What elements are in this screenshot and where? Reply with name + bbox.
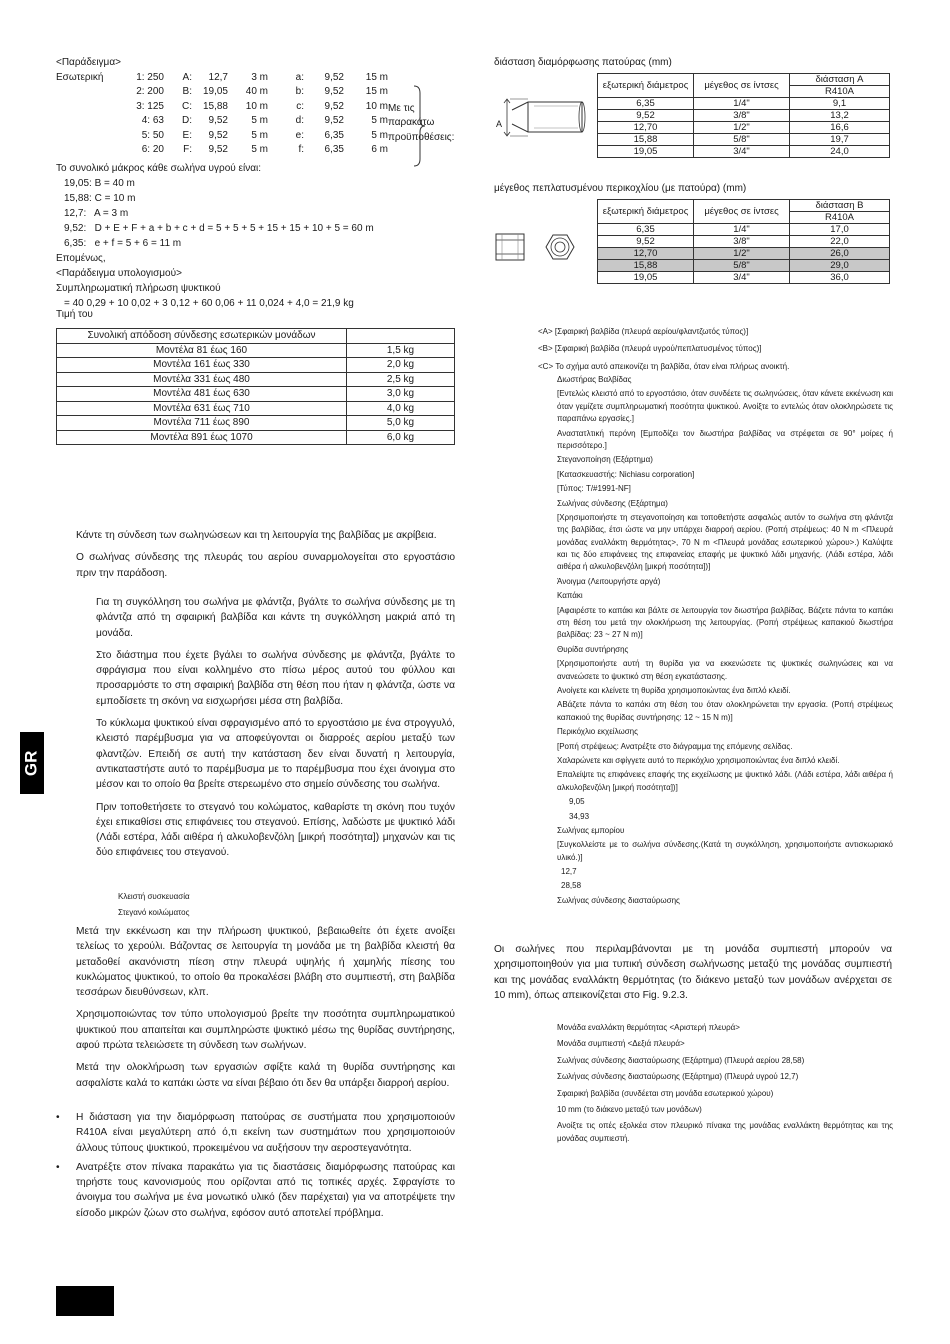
example-cell: 9,52 bbox=[324, 100, 344, 112]
charge-value-cell: 5,0 kg bbox=[347, 416, 455, 431]
table-cell: 19,05 bbox=[598, 146, 694, 158]
valve-item: 9,05 bbox=[569, 797, 585, 807]
example-cell: 9,52 bbox=[324, 86, 344, 97]
example-cell: 12,7 bbox=[208, 71, 228, 83]
conditions-note: Με τις παρακάτω προϋποθέσεις: bbox=[388, 102, 455, 143]
label-closed-pack: Κλειστή συσκευασία bbox=[118, 892, 190, 901]
table-row bbox=[57, 358, 455, 373]
flare-caption: διάσταση διαμόρφωσης πατούρας (mm) bbox=[494, 57, 672, 68]
table-cell: 12,70 bbox=[598, 248, 694, 260]
table-row bbox=[598, 248, 890, 260]
flare-table bbox=[597, 73, 890, 158]
text-p9: Μετά την ολοκλήρωση των εργασιών σφίξτε καλά τη θυρίδα συντήρησης και ασφαλίστε καλά το καπάκι ώστε να είναι βέβαιο ότι δεν θα υπάρξει διαρροή αερίου. bbox=[76, 1062, 455, 1089]
bullet-icon: • bbox=[56, 1161, 60, 1173]
language-tab bbox=[20, 732, 44, 794]
table-cell: 5/8" bbox=[694, 260, 790, 272]
bullet-item bbox=[56, 1110, 455, 1156]
left-text-1 bbox=[76, 528, 455, 588]
table-cell: 1/4" bbox=[694, 98, 790, 110]
table-cell: 36,0 bbox=[790, 272, 890, 284]
example-cell: E: bbox=[182, 129, 192, 141]
table-cell: 12,70 bbox=[598, 122, 694, 134]
table-cell: 1/2" bbox=[694, 248, 790, 260]
table-row bbox=[57, 416, 455, 431]
length-line: 19,05: B = 40 m bbox=[64, 177, 135, 189]
length-line: 12,7: A = 3 m bbox=[64, 207, 129, 219]
valve-item: Αναστατλτική περόνη [Εμποδίζει τον διωστήρα βαλβίδας να στρέφεται σε 90° μοίρες ή περισσότερο.] bbox=[557, 428, 893, 450]
crossover-note: 10 mm (το διάκενο μεταξύ των μονάδων) bbox=[557, 1104, 702, 1114]
table-cell: 29,0 bbox=[790, 260, 890, 272]
valve-note-b: <B> [Σφαιρική βαλβίδα (πλευρά υγρού/πεπλατυσμένος τύπος)] bbox=[538, 344, 762, 354]
charge-value-cell: 2,5 kg bbox=[347, 372, 455, 387]
crossover-notes bbox=[557, 1022, 893, 1149]
table-row bbox=[57, 430, 455, 445]
table-row bbox=[598, 134, 890, 146]
model-range-cell: Μοντέλα 161 έως 330 bbox=[57, 358, 347, 373]
example-rows bbox=[56, 71, 456, 159]
table-cell: 16,6 bbox=[790, 122, 890, 134]
example-row bbox=[120, 114, 388, 129]
example-cell: 15 m bbox=[365, 71, 388, 83]
table-row bbox=[598, 146, 890, 158]
table-cell: 9,52 bbox=[598, 110, 694, 122]
table-cell: 9,52 bbox=[598, 236, 694, 248]
crossover-note: Σφαιρική βαλβίδα (συνδέεται στη μονάδα εσωτερικού χώρου) bbox=[557, 1088, 774, 1098]
example-cell: 5: 50 bbox=[141, 129, 164, 141]
text-p1: Κάντε τη σύνδεση των σωληνώσεων και τη λειτουργία της βαλβίδας με ακρίβεια. bbox=[76, 530, 437, 541]
example-cell: 5 m bbox=[251, 144, 268, 155]
flare-col-dim: διάσταση A bbox=[790, 74, 890, 86]
flare-pipe-icon bbox=[494, 96, 586, 152]
table-cell: 6,35 bbox=[598, 98, 694, 110]
flare-dim-letter: A bbox=[496, 119, 503, 129]
example-row bbox=[120, 129, 388, 144]
example-cell: 2: 200 bbox=[136, 86, 164, 97]
valve-item: Καπάκι bbox=[557, 591, 583, 601]
valve-note-c: <C> Το σχήμα αυτό απεικονίζει τη βαλβίδα, όταν είναι πλήρως ανοικτή. bbox=[538, 361, 790, 371]
crossover-paragraph: Οι σωλήνες που περιλαμβάνονται με τη μονάδα συμπιεστή μπορούν να χρησιμοποιηθούν για μια τυπική σύνδεση σωλήνωσης μεταξύ της μονάδας συμπιεστή και της μονάδας εναλλάκτη θερμότητας (το διάκενο μεταξύ των μονάδων ανέρχεται σε 10 mm), όπως απεικονίζεται στο Fig. 9.2.3. bbox=[494, 944, 892, 1001]
text-p7: Μετά την εκκένωση και την πλήρωση ψυκτικού, βεβαιωθείτε ότι έχετε ανοίξει τελείως το χερούλι. Βάζοντας σε λειτουργία τη μονάδα με τη βαλβίδα κλειστή θα μεταδοθεί ακανόνιστη πίεση στην πλευρά υψηλής ή χαμηλής πίεσης του κυκλώματος ψυκτικού, το οποίο θα προκαλέσει βλάβη στο συμπιεστή, στη βαλβίδα τεσσάρων διευθύνσεων, κλπ. bbox=[76, 926, 455, 999]
calc-title: <Παράδειγμα υπολογισμού> bbox=[56, 267, 182, 279]
table-cell: 19,05 bbox=[598, 272, 694, 284]
example-cell: 40 m bbox=[245, 86, 268, 97]
left-bullets bbox=[56, 1110, 455, 1221]
indoor-label: Εσωτερική bbox=[56, 71, 104, 83]
bullet-item bbox=[56, 1160, 455, 1221]
model-range-cell: Μοντέλα 81 έως 160 bbox=[57, 343, 347, 358]
flare-col-od: εξωτερική διάμετρος bbox=[598, 74, 694, 98]
table-row bbox=[57, 401, 455, 416]
value-table-header-empty bbox=[347, 329, 455, 344]
bullet-icon: • bbox=[56, 1112, 60, 1123]
page-number-box bbox=[56, 1286, 114, 1316]
example-cell: B: bbox=[182, 86, 192, 97]
valve-item: Περικόχλιο εκχείλωσης bbox=[557, 727, 638, 737]
example-cell: A: bbox=[182, 71, 192, 83]
valve-item: [Εντελώς κλειστό από το εργοστάσιο, όταν συνδέετε τις σωληνώσεις, όταν κάνετε εκκένωση και όταν γεμίζετε συμπληρωματική ποσότητα ψυκτικού. Ανοίξτε το εντελώς όταν ολοκληρώσετε τις παραπάνω εργασίες.] bbox=[557, 389, 893, 424]
total-length-intro: Το συνολικό μάκρος κάθε σωλήνα υγρού είναι: bbox=[56, 162, 261, 174]
lengths-list bbox=[56, 176, 456, 251]
crossover-note: Σωλήνας σύνδεσης διασταύρωσης (Εξάρτημα) (Πλευρά υγρού 12,7) bbox=[557, 1072, 799, 1082]
example-cell: b: bbox=[295, 86, 304, 97]
text-p4: Στο διάστημα που έχετε βγάλει το σωλήνα σύνδεσης με φλάντζα, βγάλτε το σφράγισμα που είναι κολλημένο στο πίσω μέρος αυτού του φύλλου και προσαρμόστε το στη σφαιρική βαλβίδα στη θέση που ήταν η φλάντζα, ώστε να εμποδίσετε τη σκόνη να εισχωρήσει μέσα στη βαλβίδα. bbox=[96, 649, 455, 707]
table-row bbox=[57, 372, 455, 387]
example-cell: 19,05 bbox=[202, 86, 228, 97]
valve-item: [Τύπος: T/#1991-NF] bbox=[557, 484, 631, 494]
bullet-text-2: Ανατρέξτε στον πίνακα παρακάτω για τις διαστάσεις διαμόρφωσης πατούρας και τηρήστε τους κανονισμούς που ορίζονται από τις τοπικές αρχές. Σφραγίστε το άνοιγμα του σωλήνα με ένα μονωτικό υλικό (δεν παρέχεται) για να αποτρέψετε την είσοδο μικρών ζώων στο σωλήνα, εφόσον αυτό αποτελεί πρόβλημα. bbox=[76, 1161, 455, 1219]
charge-value-cell: 4,0 kg bbox=[347, 401, 455, 416]
example-cell: 5 m bbox=[251, 115, 268, 126]
bullet-text-1: Η διάσταση για την διαμόρφωση πατούρας σε συστήματα που χρησιμοποιούν R410A είναι μεγαλύτερη από ό,τι εκείνη των συστημάτων που χρησιμοποιούν άλλους τύπους ψυκτικού, προκειμένου να αυξήσουν την αεροστεγανότητα. bbox=[76, 1112, 455, 1154]
valve-item: Σωλήνας σύνδεσης διασταύρωσης bbox=[557, 895, 680, 905]
example-cell: 4: 63 bbox=[141, 115, 164, 126]
length-line: 6,35: e + f = 5 + 6 = 11 m bbox=[64, 237, 182, 249]
example-cell: 10 m bbox=[365, 100, 388, 112]
example-cell: 6: 20 bbox=[141, 144, 164, 155]
valve-item: [Συγκολλείστε με το σωλήνα σύνδεσης.(Κατά τη συγκόλληση, χρησιμοποιήστε αντισκωριακό υλικό.)] bbox=[557, 840, 893, 862]
valve-item: [Χρησιμοποιήστε τη στεγανοποίηση και τοποθετήστε ασφαλώς αυτόν το σωλήνα στη φλάντζα της βαλβίδας, έτσι ώστε να μην υπάρχει διαρροή αερίου. (Ροπή στρέψεως: 40 N m <Πλευρά μονάδας εναλλάκτη θερμότητας>, 70 N m <Πλευρά μονάδας εσωτερικού χώρου>.) Καλύψτε και τις δύο επιφάνειες της επιφανείας επαφής με ψυκτικό λάδι μηχανής. (Λάδι εστέρα, λάδι αιθέρα ή αλκυλοβενζόλη [μικρή ποσότητα])] bbox=[557, 512, 893, 572]
value-table-block bbox=[56, 308, 455, 445]
example-cell: 9,52 bbox=[208, 144, 228, 155]
value-table-header: Συνολική απόδοση σύνδεσης εσωτερικών μονάδων bbox=[57, 329, 347, 344]
table-cell: 5/8" bbox=[694, 134, 790, 146]
nut-table bbox=[597, 199, 890, 284]
valve-item: Ανοίγετε και κλείνετε τη θυρίδα χρησιμοποιώντας ένα διπλό κλειδί. bbox=[557, 685, 791, 695]
valve-item: Επαλείψτε τις επιφάνειες επαφής της εκχείλωσης με ψυκτικό λάδι. (Λάδι εστέρα, λάδι αιθέρα ή αλκυλοβενζόλη [μικρή ποσότητα])] bbox=[557, 770, 893, 792]
flare-nut-icon bbox=[494, 226, 586, 268]
table-cell: 9,1 bbox=[790, 98, 890, 110]
example-cell: C: bbox=[182, 100, 192, 112]
valve-item: Σωλήνας σύνδεσης (Εξάρτημα) bbox=[557, 498, 668, 508]
example-cell: F: bbox=[183, 144, 192, 155]
nut-col-od: εξωτερική διάμετρος bbox=[598, 200, 694, 224]
length-line: 15,88: C = 10 m bbox=[64, 192, 136, 204]
example-cell: f: bbox=[298, 144, 304, 155]
valve-items bbox=[557, 374, 893, 909]
language-tab-label: GR bbox=[21, 750, 41, 776]
table-cell: 17,0 bbox=[790, 224, 890, 236]
example-title: <Παράδειγμα> bbox=[56, 57, 121, 68]
table-cell: 6,35 bbox=[598, 224, 694, 236]
table-row bbox=[598, 236, 890, 248]
crossover-note: Σωλήνας σύνδεσης διασταύρωσης (Εξάρτημα) (Πλευρά αερίου 28,58) bbox=[557, 1055, 805, 1065]
therefore-label: Επομένως, bbox=[56, 252, 106, 264]
valve-item: [Ροπή στρέψεως: Ανατρέξτε στο διάγραμμα της επόμενης σελίδας. bbox=[557, 741, 793, 751]
table-cell: 3/4" bbox=[694, 272, 790, 284]
table-cell: 13,2 bbox=[790, 110, 890, 122]
table-cell: 24,0 bbox=[790, 146, 890, 158]
table-cell: 3/8" bbox=[694, 236, 790, 248]
left-text-3 bbox=[76, 924, 455, 1098]
example-cell: d: bbox=[295, 115, 304, 126]
table-cell: 1/2" bbox=[694, 122, 790, 134]
valve-item: 28,58 bbox=[561, 881, 582, 891]
label-seal: Στεγανό κοιλώματος bbox=[118, 908, 190, 917]
crossover-note: Ανοίξτε τις οπές εξολκέα στον πλευρικό πίνακα της μονάδας εναλλάκτη θερμότητας και της μονάδας συμπιεστή. bbox=[557, 1121, 893, 1143]
example-cell: 6 m bbox=[371, 144, 388, 155]
example-cell: 9,52 bbox=[208, 129, 228, 141]
example-cell: 5 m bbox=[371, 115, 388, 126]
table-cell: 19,7 bbox=[790, 134, 890, 146]
table-row bbox=[57, 387, 455, 402]
valve-item: Άνοιγμα (Λειτουργήστε αργά) bbox=[557, 576, 661, 586]
flare-col-inch: μέγεθος σε ίντσες bbox=[694, 74, 790, 98]
model-range-cell: Μοντέλα 711 έως 890 bbox=[57, 416, 347, 431]
example-cell: 10 m bbox=[245, 100, 268, 112]
example-cell: 9,52 bbox=[208, 115, 228, 126]
example-cell: 9,52 bbox=[324, 115, 344, 126]
table-row bbox=[57, 343, 455, 358]
charge-value-cell: 6,0 kg bbox=[347, 430, 455, 445]
charge-formula: = 40 0,29 + 10 0,02 + 3 0,12 + 60 0,06 + 11 0,024 + 4,0 = 21,9 kg bbox=[64, 297, 354, 309]
example-row bbox=[120, 143, 388, 158]
valve-item: [Κατασκευαστής: Nichiasu corporation] bbox=[557, 469, 695, 479]
charge-title: Συμπληρωματική πλήρωση ψυκτικού bbox=[56, 282, 221, 294]
table-cell: 22,0 bbox=[790, 236, 890, 248]
example-cell: 6,35 bbox=[324, 144, 344, 155]
valve-item: Θυρίδα συντήρησης bbox=[557, 644, 629, 654]
example-cell: 5 m bbox=[371, 129, 388, 141]
charge-value-table bbox=[56, 328, 455, 445]
example-cell: 15 m bbox=[365, 86, 388, 97]
example-cell: 6,35 bbox=[324, 129, 344, 141]
example-rows-list bbox=[120, 71, 388, 158]
valve-item: 34,93 bbox=[569, 811, 590, 821]
value-table-label: Τιμή του bbox=[56, 309, 93, 320]
crossover-note: Μονάδα εναλλάκτη θερμότητας <Αριστερή πλευρά> bbox=[557, 1023, 740, 1032]
nut-col-refrigerant: R410A bbox=[790, 212, 890, 224]
table-cell: 3/8" bbox=[694, 110, 790, 122]
charge-value-cell: 1,5 kg bbox=[347, 343, 455, 358]
text-p2: Ο σωλήνας σύνδεσης της πλευράς του αερίου συναρμολογείται στο εργοστάσιο πριν την παράδοση. bbox=[76, 552, 455, 579]
example-cell: 9,52 bbox=[324, 71, 344, 83]
valve-item: ΑΒάζετε πάντα το καπάκι στη θέση του όταν ολοκληρώνεται την εργασία. (Ροπή στρέψεως καπακιού της θυρίδας συντήρησης: 12 ~ 15 N m)] bbox=[557, 700, 893, 722]
nut-caption: μέγεθος πεπλατυσμένου περικοχλίου (με πατούρα) (mm) bbox=[494, 183, 747, 194]
table-cell: 26,0 bbox=[790, 248, 890, 260]
table-row bbox=[598, 110, 890, 122]
crossover-note: Μονάδα συμπιεστή <Δεξιά πλευρά> bbox=[557, 1039, 685, 1049]
table-cell: 1/4" bbox=[694, 224, 790, 236]
charge-value-cell: 3,0 kg bbox=[347, 387, 455, 402]
text-p5: Το κύκλωμα ψυκτικού είναι σφραγισμένο από το εργοστάσιο με ένα στρογγυλό, κλειστό παρέμβυσμα για να αποφεύγονται οι διαρροές αερίου μεταξύ των φλαντζών. Επειδή σε αυτή την κατάσταση δεν είναι δυνατή η λειτουργία, αντικαταστήστε αυτό το παρέμβυσμα με το παρέμβυσμα που έχει άνοιγμα στο μέσον και το οποίο θα βρείτε στερεωμένο στο σημείο σύνδεσης του σωλήνα. bbox=[96, 718, 455, 791]
valve-item: [Αφαιρέστε το καπάκι και βάλτε σε λειτουργία τον διωστήρα βαλβίδας. Βάζετε πάντα το καπάκι στη θέση του μετά την ολοκλήρωση της λειτουργίας. (Ροπή στρέψεως καπακιού διωστήρα βαλβίδας: 23 ~ 27 N m)] bbox=[557, 605, 893, 640]
valve-notes bbox=[538, 326, 893, 378]
table-row bbox=[598, 224, 890, 236]
text-p3: Για τη συγκόλληση του σωλήνα με φλάντζα, βγάλτε το σωλήνα σύνδεσης με τη φλάντζα από τη σφαιρική βαλβίδα και κάντε τη συγκόλληση μακριά από τη μονάδα. bbox=[96, 597, 455, 639]
left-text-2 bbox=[96, 595, 455, 868]
example-cell: 3 m bbox=[251, 71, 268, 83]
example-cell: 1: 250 bbox=[136, 71, 164, 83]
model-range-cell: Μοντέλα 631 έως 710 bbox=[57, 401, 347, 416]
example-cell: 15,88 bbox=[202, 100, 228, 112]
example-row bbox=[120, 71, 388, 86]
length-line: 9,52: D + E + F + a + b + c + d = 5 + 5 + 5 + 15 + 15 + 10 + 5 = 60 m bbox=[64, 222, 374, 234]
example-row bbox=[120, 100, 388, 115]
charge-value-cell: 2,0 kg bbox=[347, 358, 455, 373]
valve-item: Χαλαρώνετε και σφίγγετε αυτό το περικόχλιο χρησιμοποιώντας ένα διπλό κλειδί. bbox=[557, 755, 840, 765]
valve-item: 12,7 bbox=[561, 867, 577, 877]
table-cell: 3/4" bbox=[694, 146, 790, 158]
nut-col-inch: μέγεθος σε ίντσες bbox=[694, 200, 790, 224]
example-cell: 5 m bbox=[251, 129, 268, 141]
flare-col-refrigerant: R410A bbox=[790, 86, 890, 98]
text-p8: Χρησιμοποιώντας τον τύπο υπολογισμού βρείτε την ποσότητα συμπληρωματικού ψυκτικού που απαιτείται και συμπληρώστε ψυκτικό μέσω της θυρίδας συντήρησης, αφού πρώτα τελειώσετε τη σύνδεση των σωλήνων. bbox=[76, 1009, 455, 1052]
example-cell: c: bbox=[296, 100, 304, 112]
example-cell: a: bbox=[295, 71, 304, 83]
example-cell: D: bbox=[182, 115, 192, 126]
model-range-cell: Μοντέλα 481 έως 630 bbox=[57, 387, 347, 402]
table-cell: 15,88 bbox=[598, 134, 694, 146]
model-range-cell: Μοντέλα 891 έως 1070 bbox=[57, 430, 347, 445]
valve-item: Διωστήρας Βαλβίδας bbox=[557, 375, 632, 384]
table-row bbox=[598, 272, 890, 284]
nut-col-dim: διάσταση B bbox=[790, 200, 890, 212]
valve-note-a: <A> [Σφαιρική βαλβίδα (πλευρά αερίου/φλαντζωτός τύπος)] bbox=[538, 327, 749, 336]
valve-item: Στεγανοποίηση (Εξάρτημα) bbox=[557, 455, 653, 465]
table-row bbox=[598, 260, 890, 272]
example-row bbox=[120, 85, 388, 100]
model-range-cell: Μοντέλα 331 έως 480 bbox=[57, 372, 347, 387]
table-row bbox=[598, 98, 890, 110]
valve-item: Σωλήνας εμπορίου bbox=[557, 825, 625, 835]
example-block bbox=[56, 56, 456, 311]
example-cell: 3: 125 bbox=[136, 100, 164, 112]
table-cell: 15,88 bbox=[598, 260, 694, 272]
example-cell: e: bbox=[295, 129, 304, 141]
text-p6: Πριν τοποθετήσετε το στεγανό του κολώματος, καθαρίστε τη σκόνη που τυχόν έχει επικαθίσει στις επιφάνειες του στεγανού. Επίσης, λαδώστε με ψυκτικό λάδι (Λάδι εστέρα, λάδι αιθέρα ή αλκυλοβενζόλη [μικρή ποσότητα]) μηχανών και τις δύο επιφάνειες του στεγανού. bbox=[96, 801, 455, 859]
table-row bbox=[598, 122, 890, 134]
valve-item: [Χρησιμοποιήστε αυτή τη θυρίδα για να εκκενώσετε τις ψυκτικές σωληνώσεις και να ανανεώσετε το ψυκτικό στη θέση εγκατάστασης. bbox=[557, 659, 893, 681]
